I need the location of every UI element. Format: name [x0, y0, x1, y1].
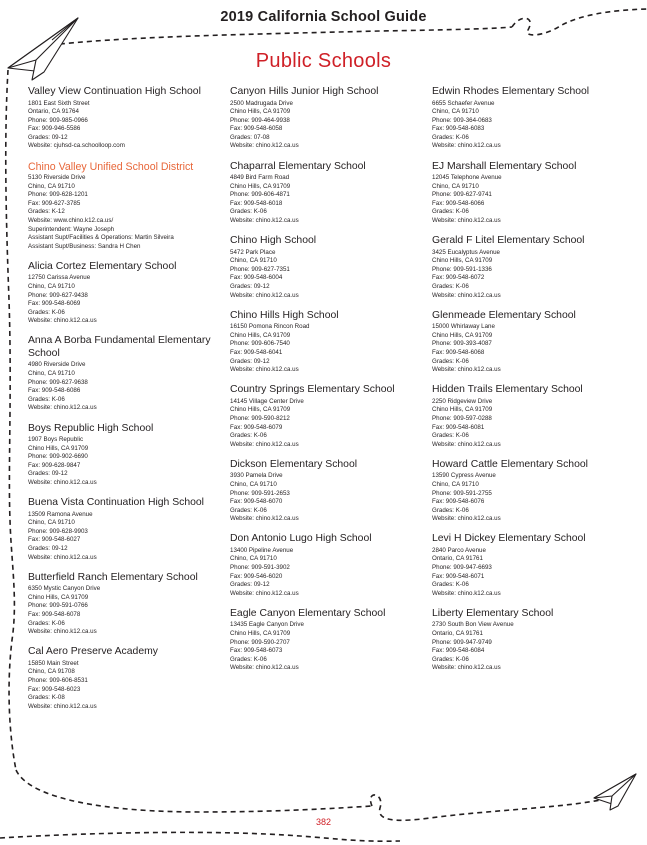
website-line: Website: cjuhsd-ca.schoolloop.com: [28, 142, 125, 150]
phone-line: Phone: 909-591-1336: [432, 265, 492, 273]
school-column-3: [432, 86, 632, 683]
grades-line: Grades: K-06: [432, 208, 469, 216]
phone-line: Phone: 909-464-9938: [230, 116, 290, 124]
website-line: Website: chino.k12.ca.us: [230, 664, 299, 672]
phone-line: Phone: 909-606-8531: [28, 676, 88, 684]
website-line: Website: chino.k12.ca.us: [432, 217, 501, 225]
school-name: Glenmeade Elementary School: [432, 309, 576, 321]
school-entry: [230, 384, 430, 449]
address-line: Chino Hills, CA 91709: [230, 108, 291, 116]
phone-line: Phone: 909-393-4087: [432, 340, 492, 348]
phone-line: Phone: 909-947-9749: [432, 638, 492, 646]
address-line: Chino, CA 91710: [432, 480, 479, 488]
address-line: 6655 Schaefer Avenue: [432, 99, 495, 107]
school-entry: [230, 86, 430, 151]
address-line: Chino, CA 91710: [432, 108, 479, 116]
grades-line: Grades: 09-12: [28, 544, 68, 552]
school-entry: [432, 384, 632, 449]
school-entry: [432, 86, 632, 151]
address-line: Chino Hills, CA 91709: [432, 257, 493, 265]
grades-line: Grades: K-06: [432, 506, 469, 514]
page-number: 382: [315, 817, 332, 827]
address-line: 13509 Ramona Avenue: [28, 510, 93, 518]
address-line: 14145 Village Center Drive: [230, 397, 304, 405]
phone-line: Phone: 909-947-6693: [432, 564, 492, 572]
grades-line: Grades: K-06: [432, 283, 469, 290]
school-entry: [230, 459, 430, 524]
phone-line: Phone: 909-591-2755: [432, 489, 492, 497]
fax-line: Fax: 909-548-6073: [230, 647, 283, 655]
fax-line: Fax: 909-628-9847: [28, 461, 81, 469]
phone-line: Phone: 909-627-9741: [432, 191, 492, 199]
address-line: 12045 Telephone Avenue: [432, 174, 502, 182]
address-line: Chino, CA 91710: [432, 182, 479, 190]
address-line: Chino Hills, CA 91709: [230, 331, 291, 339]
address-line: 3425 Eucalyptus Avenue: [432, 248, 501, 256]
school-name: Gerald F Litel Elementary School: [432, 235, 585, 247]
school-entry: [432, 310, 632, 375]
website-line: Website: chino.k12.ca.us: [28, 702, 97, 710]
school-entry: [432, 533, 632, 598]
address-line: Chino Hills, CA 91709: [230, 630, 291, 638]
website-line: Website: chino.k12.ca.us: [432, 142, 501, 150]
fax-line: Fax: 909-548-6076: [432, 498, 485, 506]
website-line: Website: chino.k12.ca.us: [230, 366, 299, 374]
address-line: 13435 Eagle Canyon Drive: [230, 621, 304, 629]
grades-line: Grades: K-06: [432, 581, 469, 589]
phone-line: Phone: 909-902-6690: [28, 453, 88, 461]
address-line: 13400 Pipeline Avenue: [230, 546, 294, 554]
grades-line: Grades: K-06: [28, 395, 65, 403]
address-line: Chino, CA 91710: [28, 519, 75, 527]
school-name: Liberty Elementary School: [432, 607, 554, 619]
website-line: Website: www.chino.k12.ca.us/: [28, 217, 114, 225]
address-line: Ontario, CA 91764: [28, 108, 79, 116]
fax-line: Fax: 909-548-6078: [28, 610, 81, 618]
phone-line: Phone: 909-590-8212: [230, 414, 290, 422]
school-name: Dickson Elementary School: [230, 458, 358, 470]
phone-line: Phone: 909-591-2653: [230, 489, 290, 497]
school-entry: [28, 423, 233, 488]
grades-line: Grades: K-06: [28, 619, 65, 627]
phone-line: Phone: 909-985-0966: [28, 116, 88, 124]
fax-line: Fax: 909-548-6071: [432, 572, 485, 580]
website-line: Website: chino.k12.ca.us: [432, 589, 501, 597]
fax-line: Fax: 909-548-6081: [432, 423, 485, 431]
address-line: Chino Hills, CA 91709: [28, 444, 89, 452]
address-line: 3930 Pamela Drive: [230, 472, 283, 480]
address-line: Chino Hills, CA 91709: [230, 182, 291, 190]
school-entry: [230, 161, 430, 226]
address-line: Chino Hills, CA 91709: [230, 406, 291, 414]
phone-line: Phone: 909-606-7540: [230, 340, 290, 348]
grades-line: Grades: K-06: [230, 208, 267, 216]
school-name: Buena Vista Continuation High School: [28, 497, 204, 509]
address-line: Chino Hills, CA 91709: [28, 593, 89, 601]
fax-line: Fax: 909-548-6041: [230, 348, 283, 356]
website-line: Website: chino.k12.ca.us: [230, 142, 299, 150]
grades-line: Grades: K-06: [28, 308, 65, 316]
school-entry: [432, 161, 632, 226]
school-entry: [230, 235, 430, 300]
school-entry: [28, 86, 233, 151]
address-line: Ontario, CA 91761: [432, 555, 483, 563]
address-line: Chino, CA 91710: [28, 370, 75, 378]
website-line: Website: chino.k12.ca.us: [230, 217, 299, 225]
website-line: Website: chino.k12.ca.us: [432, 440, 501, 448]
school-name: Butterfield Ranch Elementary School: [28, 571, 198, 583]
phone-line: Phone: 909-627-7351: [230, 265, 290, 273]
phone-line: Phone: 909-597-0288: [432, 414, 492, 422]
address-line: 4980 Riverside Drive: [28, 361, 86, 369]
staff-line: Assistant Supt/Business: Sandra H Chen: [28, 242, 141, 250]
grades-line: Grades: K-08: [28, 694, 65, 702]
fax-line: Fax: 909-546-6020: [230, 572, 283, 580]
school-name: Chaparral Elementary School: [230, 160, 366, 172]
website-line: Website: chino.k12.ca.us: [28, 479, 97, 486]
fax-line: Fax: 909-548-6004: [230, 274, 283, 282]
address-line: 5472 Park Place: [230, 248, 276, 256]
phone-line: Phone: 909-628-1201: [28, 191, 88, 199]
school-name: Levi H Dickey Elementary School: [432, 533, 586, 545]
fax-line: Fax: 909-548-6027: [28, 536, 81, 544]
school-entry: [28, 335, 233, 413]
address-line: 2250 Ridgeview Drive: [432, 397, 493, 405]
grades-line: Grades: 09-12: [230, 581, 270, 589]
address-line: 4849 Bird Farm Road: [230, 174, 290, 182]
address-line: Ontario, CA 91761: [432, 630, 483, 638]
fax-line: Fax: 909-548-6079: [230, 423, 283, 431]
fax-line: Fax: 909-548-6083: [432, 125, 485, 133]
staff-line: Assistant Supt/Facilities & Operations: Martin Silveira: [28, 234, 174, 242]
website-line: Website: chino.k12.ca.us: [432, 664, 501, 672]
grades-line: Grades: 09-12: [230, 283, 270, 290]
grades-line: Grades: 09-12: [28, 470, 68, 478]
school-entry: [28, 497, 233, 562]
school-entry: [230, 310, 430, 375]
address-line: 2500 Madrugada Drive: [230, 99, 293, 107]
address-line: 15850 Main Street: [28, 659, 79, 667]
fax-line: Fax: 909-548-6058: [230, 125, 283, 133]
staff-line: Superintendent: Wayne Joseph: [28, 225, 115, 233]
address-line: Chino Hills, CA 91709: [432, 406, 493, 414]
address-line: 16150 Pomona Rincon Road: [230, 323, 310, 331]
grades-line: Grades: K-12: [28, 208, 65, 216]
school-name: Don Antonio Lugo High School: [230, 533, 372, 545]
school-name: Anna A Borba Fundamental Elementary School: [28, 335, 211, 359]
fax-line: Fax: 909-627-3785: [28, 199, 81, 207]
fax-line: Fax: 909-548-6023: [28, 685, 81, 693]
address-line: Chino, CA 91710: [230, 480, 277, 488]
address-line: 2840 Parco Avenue: [432, 546, 486, 554]
school-entry: [28, 261, 233, 326]
fax-line: Fax: 909-548-6068: [432, 348, 485, 356]
grades-line: Grades: K-06: [230, 655, 267, 663]
address-line: 12750 Carissa Avenue: [28, 274, 91, 282]
website-line: Website: chino.k12.ca.us: [28, 628, 97, 636]
school-name: Chino Valley Unified School District: [28, 160, 194, 173]
school-name: Canyon Hills Junior High School: [230, 86, 379, 97]
address-line: 1907 Boys Republic: [28, 436, 84, 444]
school-entry: [432, 608, 632, 673]
phone-line: Phone: 909-590-2707: [230, 638, 290, 646]
phone-line: Phone: 909-606-4871: [230, 191, 290, 199]
school-name: Howard Cattle Elementary School: [432, 458, 588, 470]
website-line: Website: chino.k12.ca.us: [28, 404, 97, 412]
website-line: Website: chino.k12.ca.us: [432, 291, 501, 299]
grades-line: Grades: K-06: [432, 357, 469, 365]
school-name: Chino High School: [230, 235, 317, 247]
grades-line: Grades: K-06: [432, 133, 469, 141]
grades-line: Grades: 09-12: [28, 133, 68, 141]
school-name: Eagle Canyon Elementary School: [230, 607, 386, 619]
fax-line: Fax: 909-548-6084: [432, 647, 485, 655]
school-column-1: [28, 86, 233, 721]
guide-title: 2019 California School Guide: [220, 9, 427, 25]
fax-line: Fax: 909-548-6018: [230, 199, 283, 207]
address-line: Chino, CA 91710: [230, 257, 277, 265]
school-entry: [230, 533, 430, 598]
school-entry: [28, 572, 233, 637]
grades-line: Grades: K-06: [230, 506, 267, 514]
website-line: Website: chino.k12.ca.us: [230, 440, 299, 448]
fax-line: Fax: 909-548-6086: [28, 387, 81, 395]
school-name: Alicia Cortez Elementary School: [28, 260, 177, 272]
website-line: Website: chino.k12.ca.us: [230, 589, 299, 597]
phone-line: Phone: 909-628-9903: [28, 527, 88, 535]
address-line: Chino, CA 91710: [28, 182, 75, 190]
school-name: Edwin Rhodes Elementary School: [432, 86, 590, 97]
fax-line: Fax: 909-548-6066: [432, 199, 485, 207]
fax-line: Fax: 909-946-5586: [28, 125, 81, 133]
phone-line: Phone: 909-591-3902: [230, 564, 290, 572]
school-name: Valley View Continuation High School: [28, 86, 201, 97]
school-name: Hidden Trails Elementary School: [432, 384, 583, 396]
fax-line: Fax: 909-548-6069: [28, 300, 81, 308]
address-line: 1801 East Sixth Street: [28, 99, 90, 107]
grades-line: Grades: 09-12: [230, 357, 270, 365]
school-name: Chino Hills High School: [230, 309, 339, 321]
school-entry: [432, 459, 632, 524]
website-line: Website: chino.k12.ca.us: [432, 366, 501, 374]
school-name: Boys Republic High School: [28, 422, 154, 434]
fax-line: Fax: 909-548-6072: [432, 274, 485, 282]
address-line: 6350 Mystic Canyon Drive: [28, 585, 101, 593]
address-line: 2730 South Bon View Avenue: [432, 621, 514, 629]
school-entry: [28, 161, 233, 252]
school-entry: [230, 608, 430, 673]
phone-line: Phone: 909-364-0683: [432, 116, 492, 124]
phone-line: Phone: 909-627-9638: [28, 378, 88, 386]
address-line: Chino, CA 91710: [28, 283, 75, 290]
website-line: Website: chino.k12.ca.us: [432, 515, 501, 523]
grades-line: Grades: K-06: [432, 655, 469, 663]
address-line: 13590 Cypress Avenue: [432, 472, 496, 480]
school-name: EJ Marshall Elementary School: [432, 160, 577, 172]
grades-line: Grades: 07-08: [230, 133, 270, 141]
school-name: Country Springs Elementary School: [230, 384, 395, 396]
school-entry: [432, 235, 632, 300]
school-name: Cal Aero Preserve Academy: [28, 646, 158, 658]
address-line: Chino, CA 91708: [28, 668, 75, 676]
school-entry: [28, 646, 233, 711]
website-line: Website: chino.k12.ca.us: [28, 317, 97, 325]
school-column-2: [230, 86, 430, 683]
page-title: Public Schools: [255, 50, 392, 72]
website-line: Website: chino.k12.ca.us: [230, 515, 299, 523]
grades-line: Grades: K-06: [432, 432, 469, 440]
phone-line: Phone: 909-591-0766: [28, 602, 88, 610]
address-line: Chino Hills, CA 91709: [432, 331, 493, 339]
address-line: 15000 Whirlaway Lane: [432, 323, 495, 331]
website-line: Website: chino.k12.ca.us: [230, 291, 299, 299]
website-line: Website: chino.k12.ca.us: [28, 553, 97, 561]
fax-line: Fax: 909-548-6070: [230, 498, 283, 506]
grades-line: Grades: K-06: [230, 432, 267, 440]
phone-line: Phone: 909-627-9438: [28, 291, 88, 299]
address-line: Chino, CA 91710: [230, 555, 277, 563]
address-line: 5130 Riverside Drive: [28, 174, 86, 182]
